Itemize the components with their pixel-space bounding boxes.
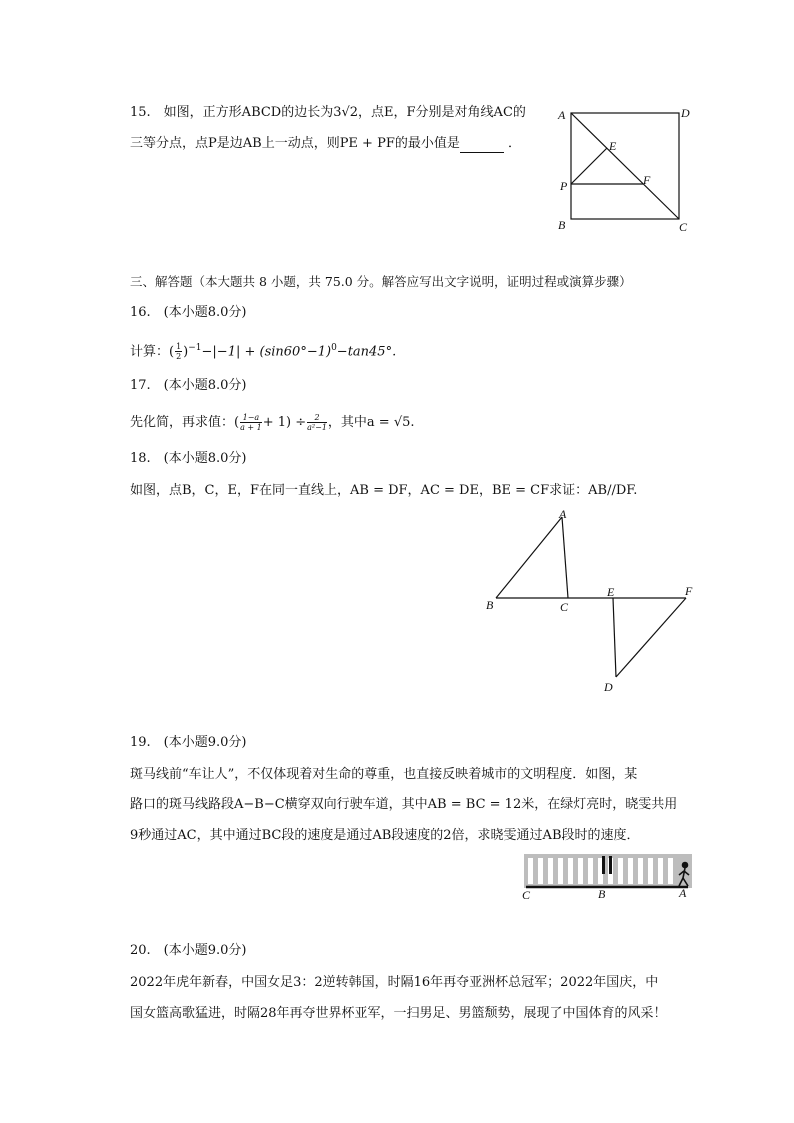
center-divider-line-2 (609, 856, 612, 874)
q16-heading: 16. (本小题8.0分) (130, 305, 247, 320)
label-b: B (598, 887, 606, 901)
q17-prefix: 先化简，再求值：( (130, 415, 240, 430)
segment-ac (562, 517, 568, 598)
q18-heading: 18. (本小题8.0分) (130, 451, 247, 466)
answer-blank[interactable] (460, 140, 504, 153)
label-d: D (681, 106, 690, 120)
q17-frac2-num: 2 (307, 413, 327, 423)
label-f: F (643, 173, 651, 187)
q16-frac-num: 1 (176, 342, 182, 352)
q15-text-line-1: 15. 如图，正方形ABCD的边长为3√2，点E，F分别是对角线AC的 (130, 105, 526, 120)
q18-text: 如图，点B，C，E，F在同一直线上，AB = DF，AC = DE，BE = CF求证：AB//DF. (130, 483, 638, 498)
label-e: E (607, 585, 615, 599)
q15-text-line-2-main: 三等分点，点P是边AB上一动点，则PE + PF的最小值是 (130, 136, 460, 151)
q15-text-line-2-end: ． (508, 136, 522, 151)
q17-mid: + 1) ÷ (262, 415, 307, 430)
label-b: B (486, 598, 494, 612)
q17-frac1-den: a + 1 (240, 423, 262, 432)
label-a: A (559, 507, 567, 521)
q20-text-line-2: 国女篮高歌猛进，时隔28年再夺世界杯亚军，一扫男足、男篮颓势，展现了中国体育的风采！ (130, 1006, 667, 1021)
label-p: P (560, 179, 568, 193)
q16-prefix: 计算：( (130, 344, 175, 360)
section-3-heading: 三、解答题（本大题共 8 小题，共 75.0 分。解答应写出文字说明，证明过程或演算步骤） (130, 274, 632, 289)
q20-heading: 20. (本小题9.0分) (130, 943, 247, 958)
center-divider-line-1 (602, 856, 605, 874)
label-b: B (558, 218, 566, 232)
diagonal-ac (571, 113, 679, 219)
label-e: E (609, 139, 617, 153)
q16-tail: −tan45°. (336, 344, 397, 360)
label-a: A (679, 886, 687, 900)
segment-df (616, 598, 686, 677)
q19-text-line-1: 斑马线前“车让人”，不仅体现着对生命的尊重，也直接反映着城市的文明程度．如图，某 (130, 767, 638, 782)
q16-mid: −|−1| + (sin60°−1) (201, 344, 332, 360)
q18-triangles-figure (480, 505, 700, 695)
q20-text-line-1: 2022年虎年新春，中国女足3：2逆转韩国，时隔16年再夺亚洲杯总冠军；2022年国庆，中 (130, 975, 659, 990)
label-c: C (560, 600, 569, 614)
q17-expression (130, 413, 415, 432)
q16-frac-den: 2 (176, 352, 182, 362)
label-d: D (604, 680, 613, 694)
q16-fraction (175, 342, 182, 361)
q17-heading: 17. (本小题8.0分) (130, 378, 247, 393)
segment-pe (571, 148, 607, 184)
q19-text-line-3: 9秒通过AC，其中通过BC段的速度是通过AB段速度的2倍，求晓雯通过AB段时的速度． (130, 828, 640, 843)
q19-heading: 19. (本小题9.0分) (130, 735, 247, 750)
q17-fraction-1 (240, 413, 262, 432)
segment-ab (496, 517, 562, 598)
label-a: A (558, 108, 566, 122)
q16-close: ) (183, 344, 189, 360)
q17-frac2-den: a²−1 (307, 423, 327, 432)
q16-exp1: −1 (188, 343, 202, 353)
label-c: C (522, 888, 531, 902)
q16-exp0: 0 (331, 343, 337, 353)
segment-de (613, 598, 616, 677)
q17-tail: ，其中a = √5. (327, 415, 415, 430)
label-f: F (685, 584, 693, 598)
q16-expression (130, 339, 396, 361)
q17-fraction-2 (307, 413, 327, 432)
label-c: C (679, 220, 688, 234)
q17-frac1-num: 1−a (240, 413, 262, 423)
q19-text-line-2: 路口的斑马线路段A−B−C横穿双向行驶车道，其中AB = BC = 12米，在绿灯亮时，晓雯共用 (130, 797, 678, 812)
q19-crosswalk-figure (518, 852, 698, 902)
zebra-stripes (528, 858, 673, 884)
q15-text-line-2 (130, 135, 521, 153)
q15-square-figure (550, 100, 700, 240)
